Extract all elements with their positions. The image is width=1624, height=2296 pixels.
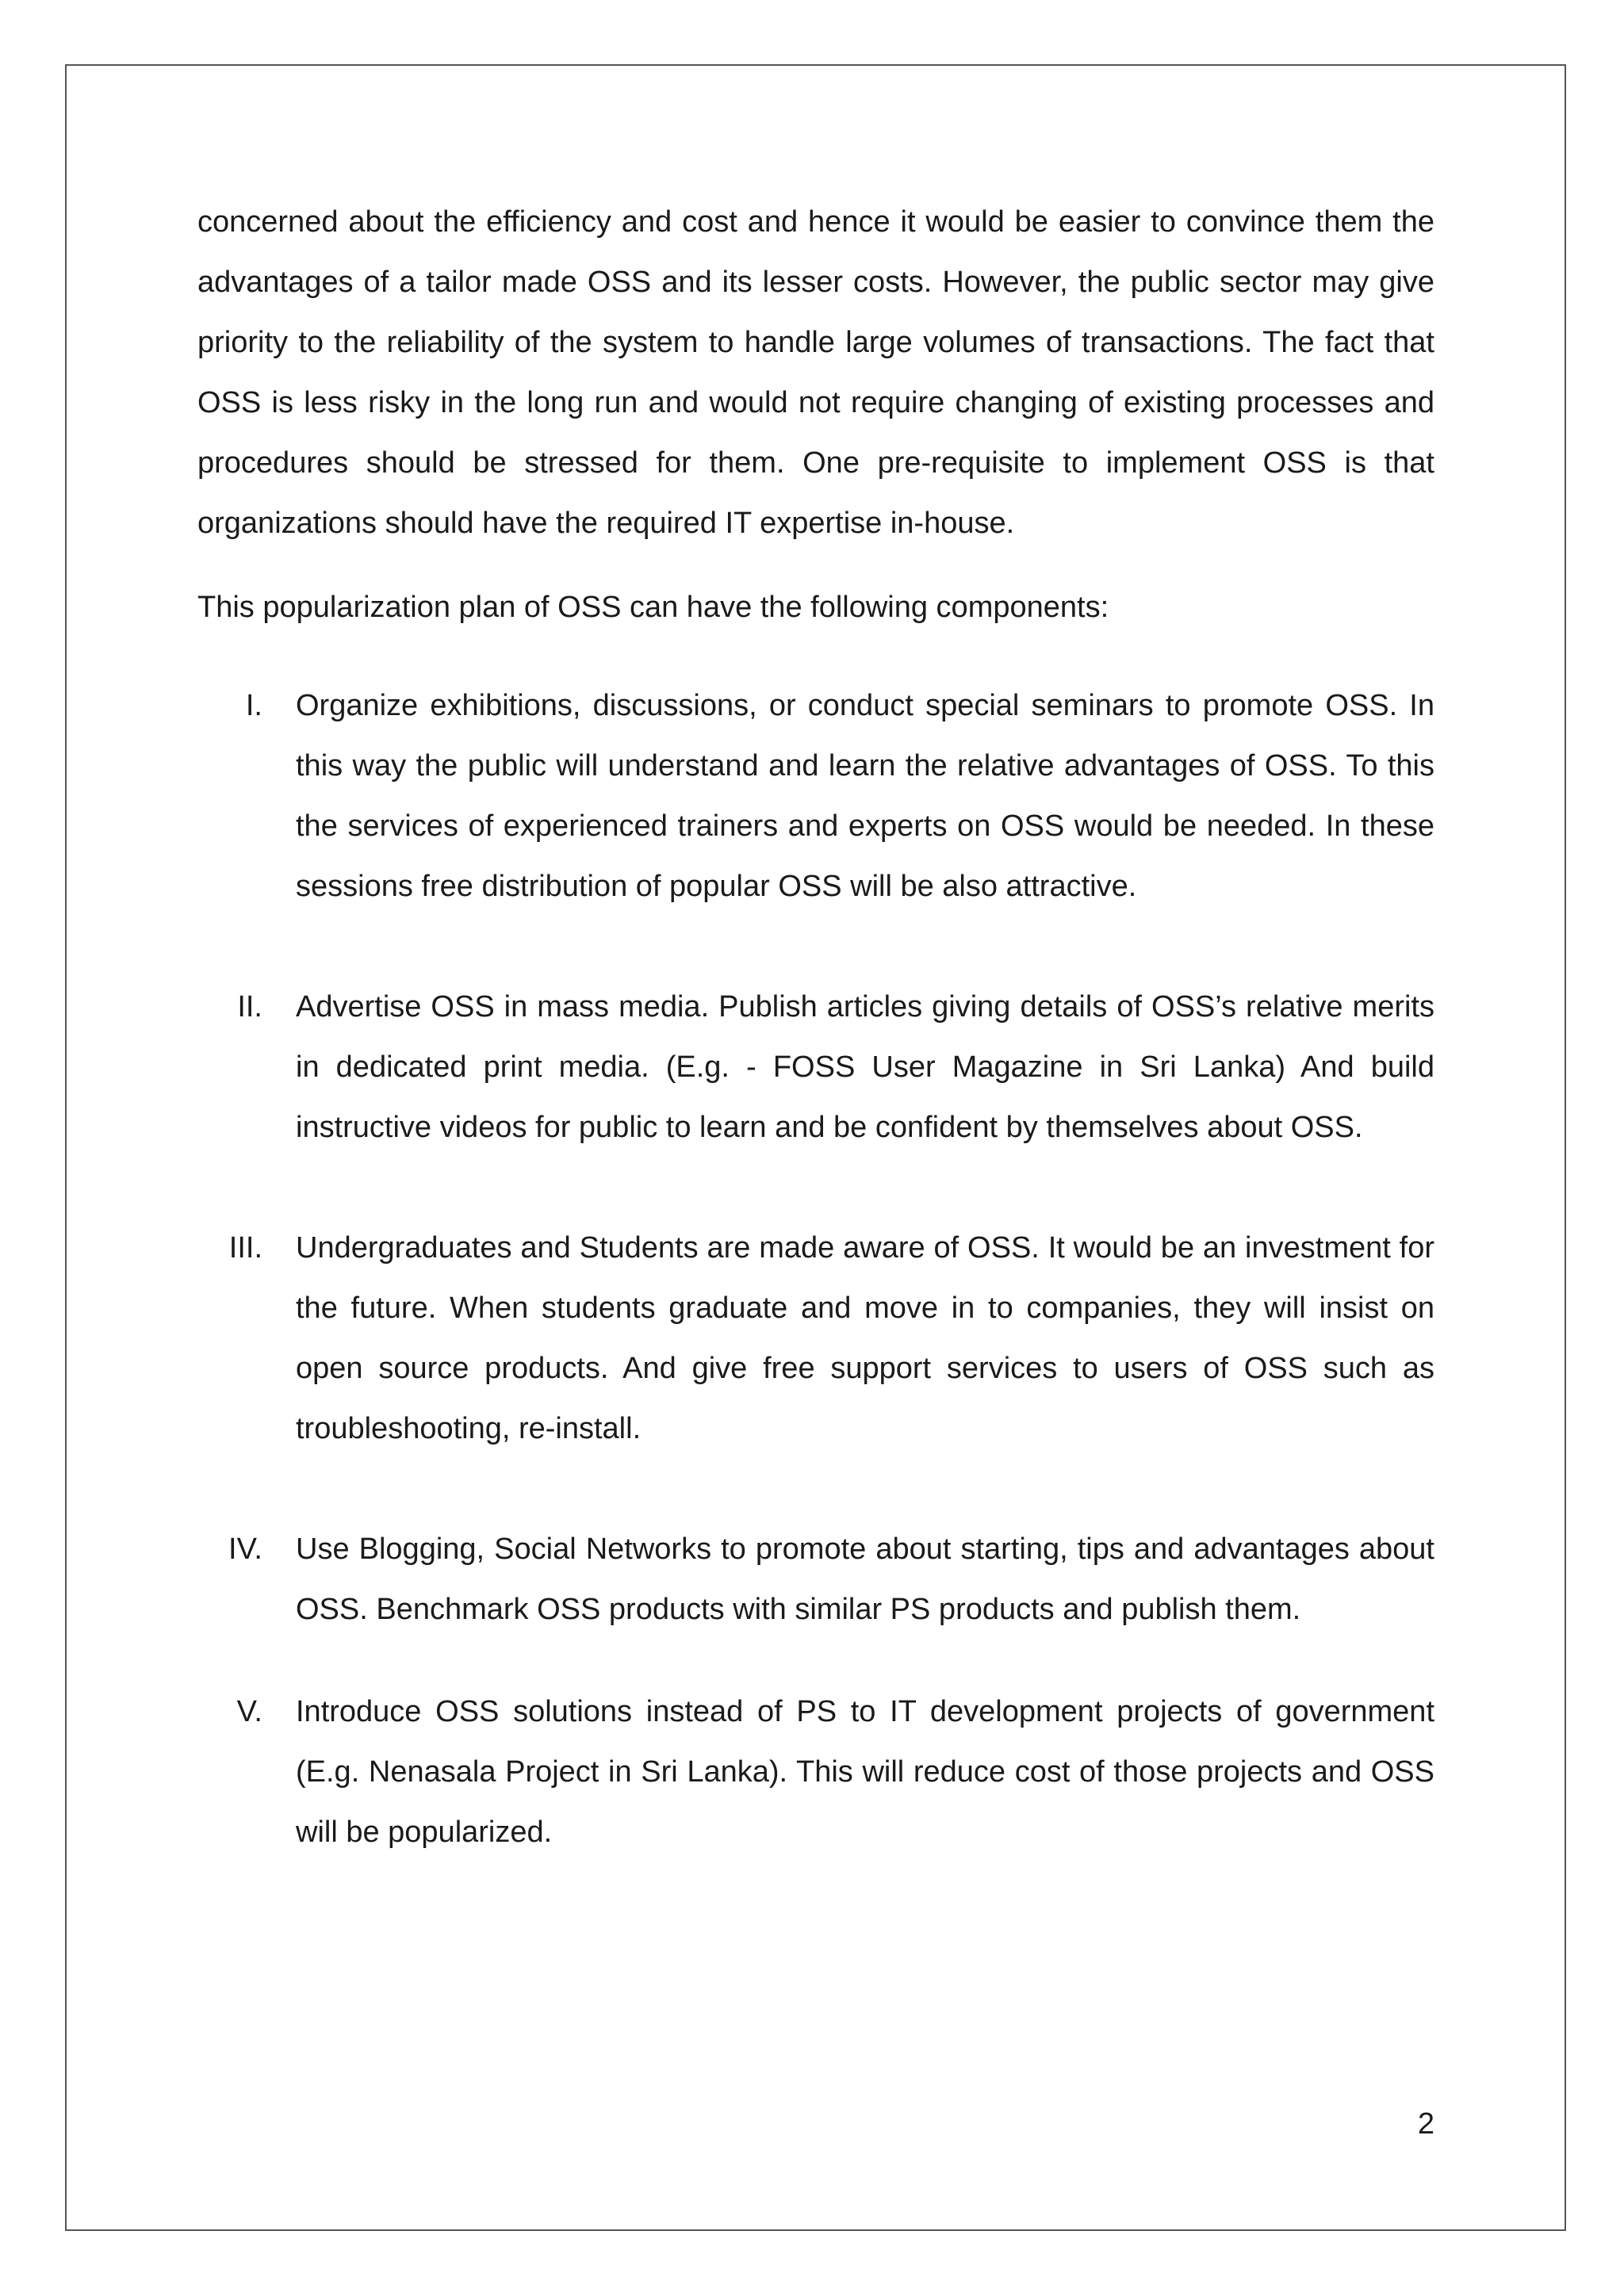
list-item-text: Undergraduates and Students are made aware of OSS. It would be an investment for the future. When students graduate and move in to companies, they will insist on open source products. And give free support services to users of OSS such as troubleshooting, re-install. (296, 1231, 1434, 1445)
paragraph-body: concerned about the efficiency and cost and hence it would be easier to convince them the advantages of a tailor made OSS and its lesser costs. However, the public sector may give priority to the reliability of the system to handle large volumes of transactions. The fact that OSS is less risky in the long run and would not require changing of existing processes and procedures should be stressed for them. One pre-requisite to implement OSS is that organizations should have the required IT expertise in-house. (197, 205, 1434, 540)
list-marker: III. (228, 1231, 262, 1265)
page-number: 2 (1417, 2107, 1434, 2141)
list-item (236, 1682, 1434, 1862)
list-marker: I. (245, 689, 262, 722)
list-marker: II. (237, 990, 262, 1024)
list-item (228, 1519, 1434, 1640)
list-item (228, 1218, 1434, 1459)
list-item (237, 977, 1434, 1158)
list-item-text: Introduce OSS solutions instead of PS to IT development projects of government (E.g. Nenasala Project in Sri Lanka). This will reduce cost of those projects and OSS will be popularized. (296, 1695, 1434, 1849)
document-body (197, 192, 1434, 1862)
list-marker: V. (236, 1695, 262, 1728)
list-item-text: Use Blogging, Social Networks to promote about starting, tips and advantages about OSS. Benchmark OSS products with similar PS products and publish them. (296, 1533, 1434, 1626)
paragraph-list-intro: This popularization plan of OSS can have the following components: (197, 591, 1109, 624)
list-marker: IV. (228, 1533, 262, 1566)
list-item-text: Organize exhibitions, discussions, or conduct special seminars to promote OSS. In this way the public will understand and learn the relative advantages of OSS. To this the services of experienced trainers and experts on OSS would be needed. In these sessions free distribution of popular OSS will be also attractive. (296, 689, 1434, 903)
component-list (197, 675, 1434, 1862)
list-item (245, 675, 1434, 916)
list-item-text: Advertise OSS in mass media. Publish articles giving details of OSS’s relative merits in dedicated print media. (E.g. - FOSS User Magazine in Sri Lanka) And build instructive videos for public to learn and be confident by themselves about OSS. (296, 990, 1434, 1144)
